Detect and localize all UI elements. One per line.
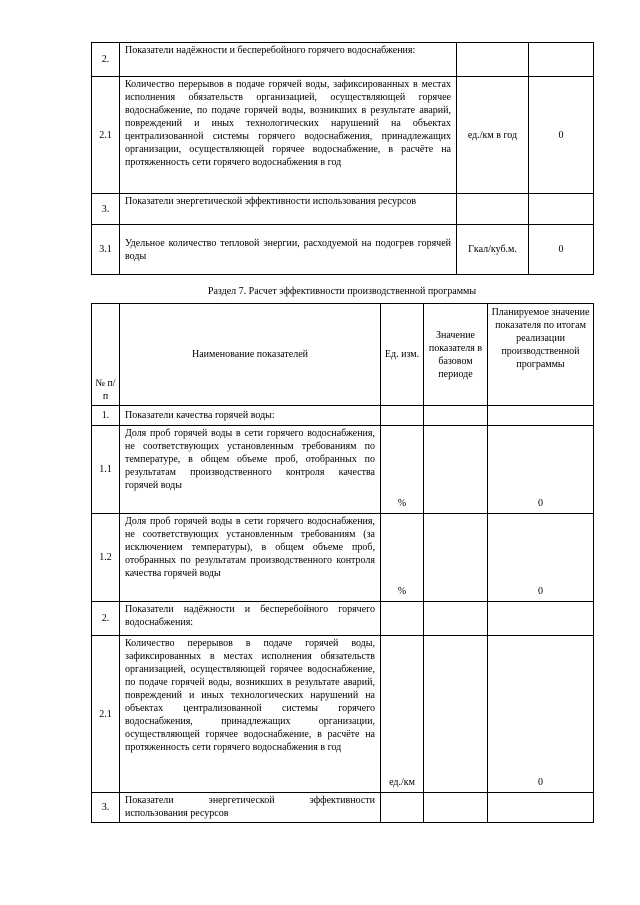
row-number: 3.1 — [92, 225, 120, 275]
indicator-name: Удельное количество тепловой энергии, расходуемой на подогрев горячей воды — [120, 225, 457, 275]
efficiency-table — [91, 303, 594, 823]
table-row — [92, 194, 594, 225]
base-value-cell — [424, 406, 488, 426]
base-value-cell — [424, 602, 488, 636]
table-row — [92, 225, 594, 275]
indicator-name: Показатели надёжности и бесперебойного горячего водоснабжения: — [120, 602, 381, 636]
indicator-name: Доля проб горячей воды в сети горячего водоснабжения, не соответствующих установленным требованиям по температуре, в общем объеме проб, отобранных по результатам производственного контроля качества горячей воды — [120, 426, 381, 514]
unit-cell: ед./км — [381, 636, 424, 793]
header-planned-value: Планируемое значение показателя по итогам реализации производственной программы — [488, 304, 594, 406]
indicator-name: Количество перерывов в подаче горячей воды, зафиксированных в местах исполнения обязательств организацией, осуществляющей горячее водоснабжение, по подаче горячей воды, возникших в результате аварий, повреждений и иных технологических нарушений на объектах централизованной системы горячего водоснабжения, принадлежащих организации, осуществляющей горячее водоснабжение, в расчёте на протяженность сети горячего водоснабжения в год — [120, 636, 381, 793]
table-row — [92, 426, 594, 514]
table-header-row — [92, 304, 594, 406]
planned-value-cell — [488, 793, 594, 823]
unit-cell — [381, 602, 424, 636]
table-row — [92, 514, 594, 602]
unit-cell — [457, 194, 529, 225]
unit-cell — [381, 793, 424, 823]
indicator-name: Показатели качества горячей воды: — [120, 406, 381, 426]
row-number: 2.1 — [92, 77, 120, 194]
indicator-name: Количество перерывов в подаче горячей воды, зафиксированных в местах исполнения обязательств организацией, осуществляющей горячее водоснабжение, по подаче горячей воды, возникших в результате аварий, повреждений и иных технологических нарушений на объектах централизованной системы горячего водоснабжения, принадлежащих организации, осуществляющей горячее водоснабжение, в расчёте на протяженность сети горячего водоснабжения в год — [120, 77, 457, 194]
planned-value-cell — [488, 602, 594, 636]
indicator-name: Доля проб горячей воды в сети горячего водоснабжения, не соответствующих установленным требованиям (за исключением температуры), в общем объеме проб, отобранных по результатам производственного контроля качества горячей воды — [120, 514, 381, 602]
unit-cell: % — [381, 514, 424, 602]
indicator-name: Показатели надёжности и бесперебойного горячего водоснабжения: — [120, 43, 457, 77]
unit-cell — [381, 406, 424, 426]
planned-value-cell — [488, 406, 594, 426]
indicator-name: Показатели энергетической эффективности использования ресурсов — [120, 793, 381, 823]
indicators-table-continued — [91, 42, 594, 275]
value-cell — [529, 194, 594, 225]
base-value-cell — [424, 636, 488, 793]
value-cell: 0 — [529, 225, 594, 275]
unit-cell: Гкал/куб.м. — [457, 225, 529, 275]
unit-cell: ед./км в год — [457, 77, 529, 194]
row-number: 3. — [92, 194, 120, 225]
indicator-name: Показатели энергетической эффективности использования ресурсов — [120, 194, 457, 225]
row-number: 1. — [92, 406, 120, 426]
table-row — [92, 43, 594, 77]
row-number: 3. — [92, 793, 120, 823]
table-row — [92, 793, 594, 823]
row-number: 1.1 — [92, 426, 120, 514]
unit-cell — [457, 43, 529, 77]
base-value-cell — [424, 793, 488, 823]
row-number: 2.1 — [92, 636, 120, 793]
table-row — [92, 636, 594, 793]
planned-value-cell: 0 — [488, 426, 594, 514]
header-name: Наименование показателей — [120, 304, 381, 406]
value-cell — [529, 43, 594, 77]
planned-value-cell: 0 — [488, 514, 594, 602]
header-num: № п/п — [92, 304, 120, 406]
value-cell: 0 — [529, 77, 594, 194]
unit-cell: % — [381, 426, 424, 514]
header-unit: Ед. изм. — [381, 304, 424, 406]
row-number: 1.2 — [92, 514, 120, 602]
base-value-cell — [424, 514, 488, 602]
table-row — [92, 77, 594, 194]
row-number: 2. — [92, 43, 120, 77]
row-number: 2. — [92, 602, 120, 636]
table-row — [92, 602, 594, 636]
base-value-cell — [424, 426, 488, 514]
header-base-value: Значение показателя в базовом периоде — [424, 304, 488, 406]
table-row — [92, 406, 594, 426]
planned-value-cell: 0 — [488, 636, 594, 793]
section-title: Раздел 7. Расчет эффективности производственной программы — [207, 286, 477, 297]
